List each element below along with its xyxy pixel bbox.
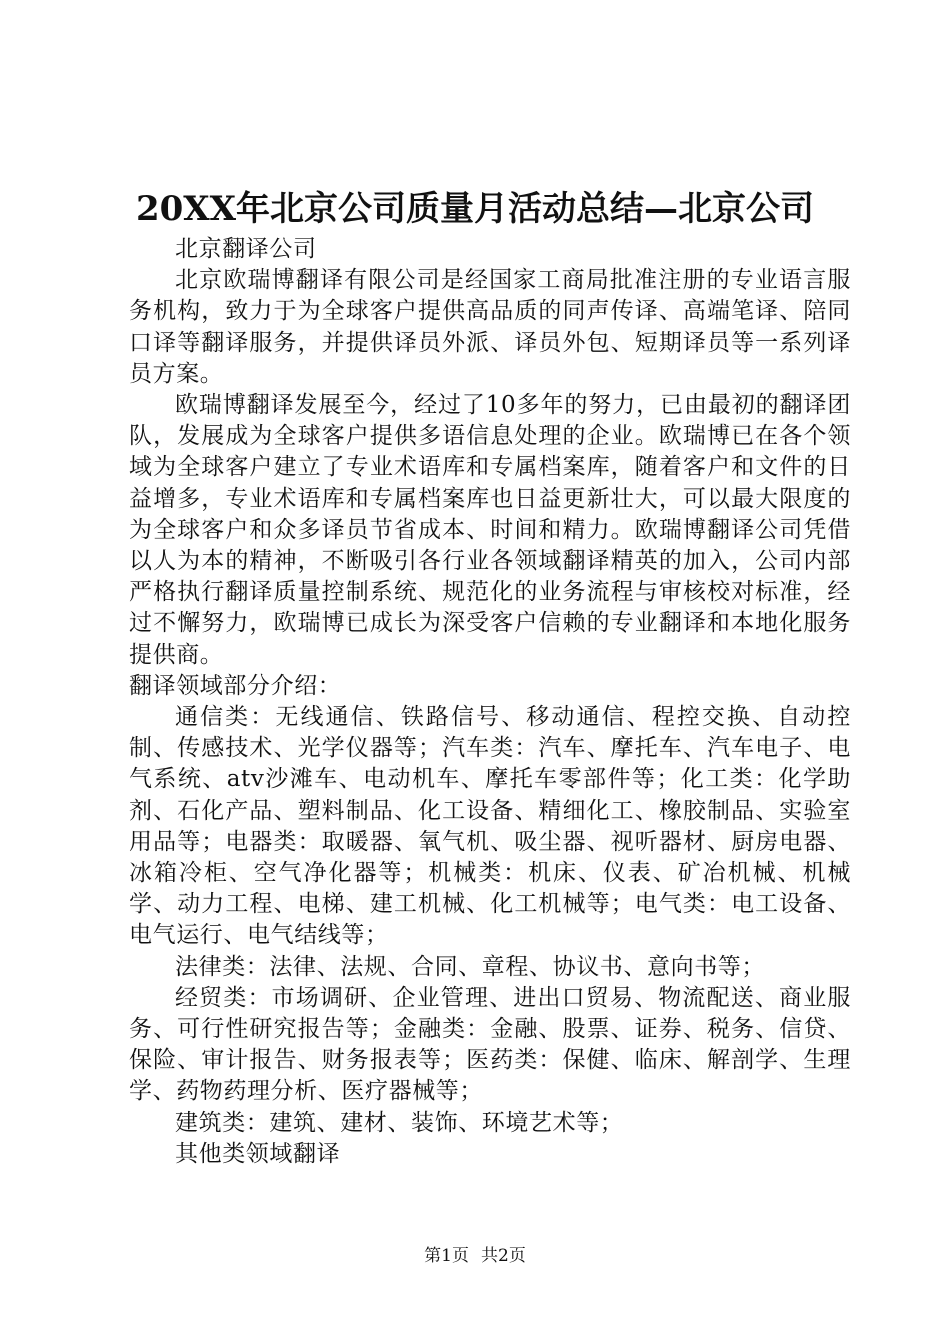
paragraph-fields-legal: 法律类：法律、法规、合同、章程、协议书、意向书等； [175,953,765,980]
paragraph-fields-construction: 建筑类：建筑、建材、装饰、环境艺术等； [175,1109,624,1136]
paragraph-fields-business: 经贸类：市场调研、企业管理、进出口贸易、物流配送、商业服务、可行性研究报告等；金融类：金融、股票、证券、税务、信贷、保险、审计报告、财务报表等；医药类：保健、临床、解剖学、生理学、药物药理分析、医疗器械等； [129,984,851,1105]
document-body [129,234,851,1170]
paragraph-subtitle: 北京翻译公司 [175,236,317,262]
paragraph-fields-technical: 通信类：无线通信、铁路信号、移动通信、程控交换、自动控制、传感技术、光学仪器等；汽车类：汽车、摩托车、汽车电子、电气系统、atv沙滩车、电动机车、摩托车零部件等；化工类：化学助剂、石化产品、塑料制品、化工设备、精细化工、橡胶制品、实验室用品等；电器类：取暖器、氧气机、吸尘器、视听器材、厨房电器、冰箱冷柜、空气净化器等；机械类：机床、仪表、矿冶机械、机械学、动力工程、电梯、建工机械、化工机械等；电气类：电工设备、电气运行、电气结线等； [129,704,851,949]
paragraph-company-history: 欧瑞博翻译发展至今，经过了10多年的努力，已由最初的翻译团队，发展成为全球客户提供多语信息处理的企业。欧瑞博已在各个领域为全球客户建立了专业术语库和专属档案库，随着客户和文件的日益增多，专业术语库和专属档案库也日益更新壮大，可以最大限度的为全球客户和众多译员节省成本、时间和精力。欧瑞博翻译公司凭借以人为本的精神，不断吸引各行业各领域翻译精英的加入，公司内部严格执行翻译质量控制系统、规范化的业务流程与审核校对标准，经过不懈努力，欧瑞博已成长为深受客户信赖的专业翻译和本地化服务提供商。 [129,392,851,668]
page-total: 共2页 [481,1246,526,1266]
paragraph-company-intro: 北京欧瑞博翻译有限公司是经国家工商局批准注册的专业语言服务机构，致力于为全球客户提供高品质的同声传译、高端笔译、陪同口译等翻译服务，并提供译员外派、译员外包、短期译员等一系列译员方案。 [129,267,851,387]
paragraph-fields-heading: 翻译领域部分介绍： [129,672,342,699]
document-title: 20XX年北京公司质量月活动总结—北京公司 [135,189,815,229]
page-number: 第1页 [424,1246,469,1266]
page-footer [0,1244,950,1268]
paragraph-fields-other: 其他类领域翻译 [175,1140,341,1167]
